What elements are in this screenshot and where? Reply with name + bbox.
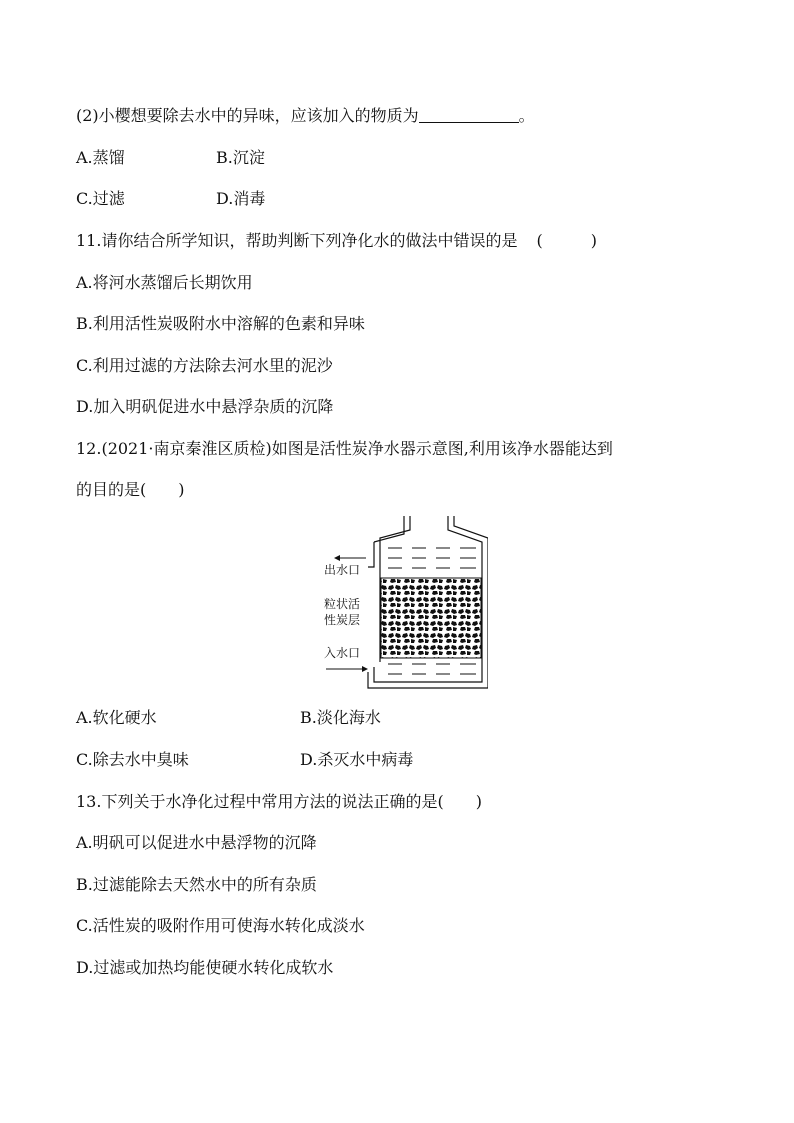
- q10-option-c: C.过滤: [76, 189, 125, 208]
- outlet-arrowhead: [334, 555, 340, 561]
- activated-carbon-layer: [381, 578, 481, 658]
- answer-blank[interactable]: [419, 106, 519, 123]
- q10-option-d: D.消毒: [216, 189, 266, 208]
- label-carbon-layer-2: 性炭层: [324, 613, 361, 627]
- q11-option-d: D.加入明矾促进水中悬浮杂质的沉降: [76, 397, 334, 416]
- outlet-pipe-inner: [374, 516, 410, 567]
- inlet-arrowhead: [362, 666, 368, 672]
- q13-option-a: A.明矾可以促进水中悬浮物的沉降: [76, 833, 317, 852]
- q12-stem-line2: 的目的是( ): [76, 480, 185, 499]
- q10-stem: [76, 106, 535, 126]
- label-carbon-layer-1: 粒状活: [324, 597, 361, 611]
- q11-option-b: B.利用活性炭吸附水中溶解的色素和异味: [76, 314, 365, 333]
- water-lines-bottom: [388, 664, 476, 674]
- q13-option-d: D.过滤或加热均能使硬水转化成软水: [76, 958, 334, 977]
- q12-option-a: A.软化硬水: [76, 708, 157, 727]
- q11-option-a: A.将河水蒸馏后长期饮用: [76, 273, 253, 292]
- q13-option-b: B.过滤能除去天然水中的所有杂质: [76, 875, 317, 894]
- q11-stem-text: 11.请你结合所学知识，帮助判断下列净化水的做法中错误的是: [76, 231, 518, 250]
- q13-stem: 13.下列关于水净化过程中常用方法的说法正确的是( ): [76, 792, 482, 811]
- q10-option-b: B.沉淀: [216, 148, 265, 167]
- q11-option-c: C.利用过滤的方法除去河水里的泥沙: [76, 356, 333, 375]
- q12-option-d: D.杀灭水中病毒: [300, 750, 414, 769]
- q13-option-c: C.活性炭的吸附作用可使海水转化成淡水: [76, 916, 365, 935]
- q10-stem-text: (2)小樱想要除去水中的异味，应该加入的物质为: [76, 106, 419, 125]
- q11-answer-bracket: ( ): [536, 231, 598, 250]
- water-purifier-diagram: [318, 512, 488, 692]
- q11-stem: [76, 231, 597, 251]
- q10-stem-end: 。: [518, 106, 535, 125]
- outlet-pipe-top: [368, 542, 374, 567]
- q12-option-b: B.淡化海水: [300, 708, 381, 727]
- q12-option-c: C.除去水中臭味: [76, 750, 189, 769]
- label-outlet: 出水口: [324, 563, 361, 577]
- q12-stem-line1: 12.(2021·南京秦淮区质检)如图是活性炭净水器示意图,利用该净水器能达到: [76, 439, 613, 458]
- q10-option-a: A.蒸馏: [76, 148, 125, 167]
- water-lines-top: [388, 548, 476, 568]
- label-inlet: 入水口: [324, 646, 361, 660]
